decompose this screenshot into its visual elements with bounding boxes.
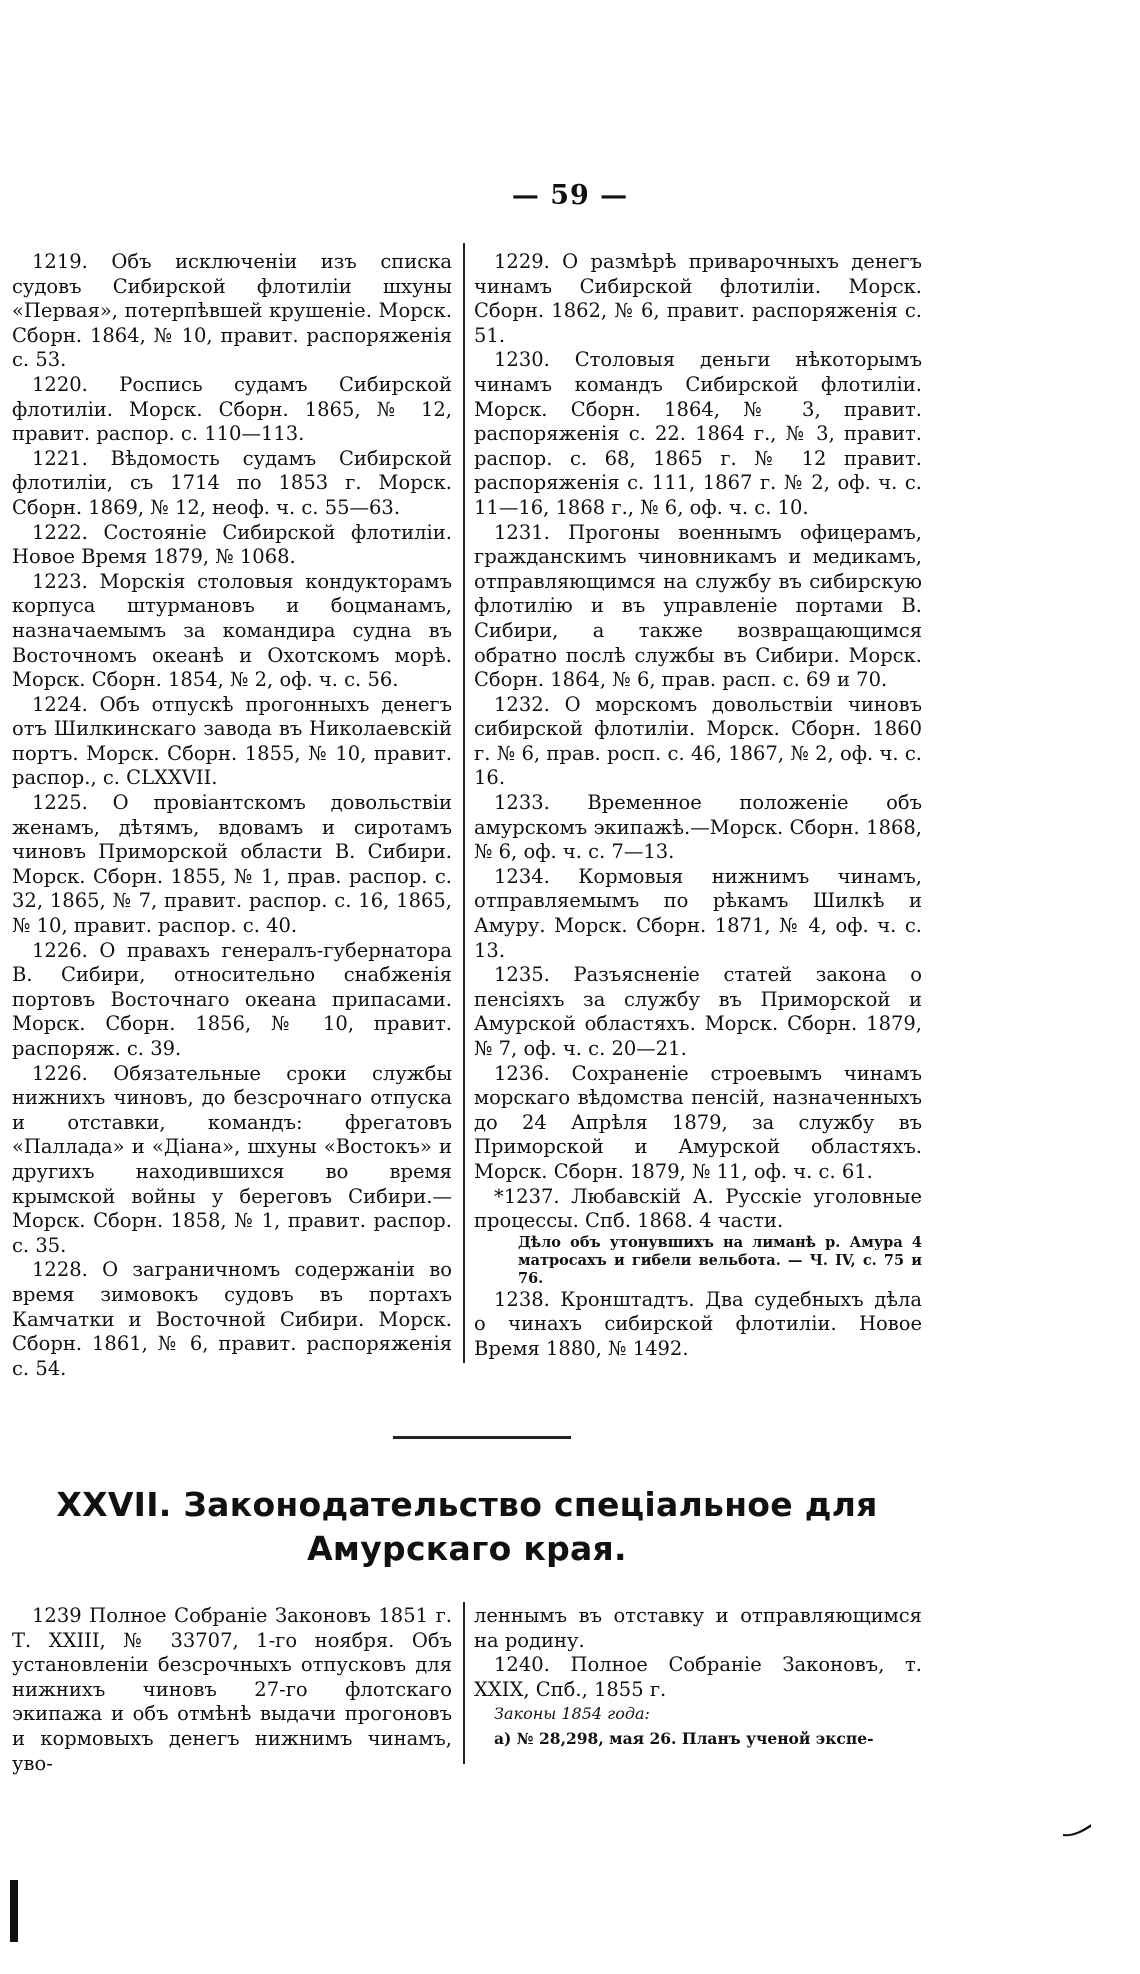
entry-1225: 1225. О провіантскомъ довольствіи женамъ, дѣтямъ, вдовамъ и сиротамъ чиновъ Приморской области В. Сибири. Морск. Сборн. 1855, № 1, прав. распор. с. 32, 1865, № 7, правит. распор. с. 16, 1865, № 10, правит. распор. с. 40. [12, 791, 452, 938]
laws-heading: Законы 1854 года: [494, 1704, 650, 1724]
entry-1239-continued: леннымъ въ отставку и отправляющимся на родину. [474, 1604, 922, 1652]
entry-1226-b: 1226. Обязательные сроки службы нижнихъ чиновъ, до безсрочнаго отпуска и отставки, командъ: фрегатовъ «Паллада» и «Діана», шхуны «Востокъ» и другихъ находившихся во время крымской войны у береговъ Сибири.—Морск. Сборн. 1858, № 1, правит. распор. с. 35. [12, 1061, 452, 1257]
entry-1235: 1235. Разъясненіе статей закона о пенсіяхъ за службу въ Приморской и Амурской областяхъ. Морск. Сборн. 1879, № 7, оф. ч. с. 20—21. [474, 963, 922, 1060]
entry-1228: 1228. О заграничномъ содержаніи во время зимовокъ судовъ въ портахъ Камчатки и Восточной Сибири. Морск. Сборн. 1861, № 6, правит. распоряженія с. 54. [12, 1258, 452, 1380]
entry-1234: 1234. Кормовыя нижнимъ чинамъ, отправляемымъ по рѣкамъ Шилкѣ и Амуру. Морск. Сборн. 1871, № 4, оф. ч. с. 13. [474, 864, 922, 962]
right-column [474, 250, 922, 1362]
entry-1231: 1231. Прогоны военнымъ офицерамъ, гражданскимъ чиновникамъ и медикамъ, отправляющимся на службу въ сибирскую флотилію и въ управленіе портами В. Сибири, а также возвращающимся обратно послѣ службы въ Сибири. Морск. Сборн. 1864, № 6, прав. расп. с. 69 и 70. [474, 520, 922, 692]
entry-1221: 1221. Вѣдомость судамъ Сибирской флотиліи, съ 1714 по 1853 г. Морск. Сборн. 1869, № 12, неоф. ч. с. 55—63. [12, 446, 452, 519]
entry-1219: 1219. Объ исключеніи изъ списка судовъ Сибирской флотиліи шхуны «Первая», потерпѣвшей крушеніе. Морск. Сборн. 1864, № 10, правит. распоряженія с. 53. [12, 250, 452, 372]
entry-1239: 1239 Полное Собраніе Законовъ 1851 г. Т. XXIII, № 33707, 1-го ноября. Объ установленіи безсрочныхъ отпусковъ для нижнихъ чиновъ 27-го флотскаго экипажа и объ отмѣнѣ выдачи прогоновъ и кормовыхъ денегъ нижнимъ чинамъ, уво- [12, 1604, 452, 1775]
entry-1236: 1236. Сохраненіе строевымъ чинамъ морскаго вѣдомства пенсій, назначенныхъ до 24 Апрѣля 1879, за службу въ Приморской и Амурской областяхъ. Морск. Сборн. 1879, № 11, оф. ч. с. 61. [474, 1061, 922, 1183]
laws-item-a: а) № 28,298, мая 26. Планъ ученой экспе- [494, 1728, 874, 1748]
entry-1224: 1224. Объ отпускѣ прогонныхъ денегъ отъ Шилкинскаго завода въ Николаевскій портъ. Морск. Сборн. 1855, № 10, правит. распор., с. CLXXVII. [12, 692, 452, 790]
entry-1237-note: Дѣло объ утонувшихъ на лиманѣ р. Амура 4 матросахъ и гибели вельбота. — Ч. IV, с. 75 и 76. [518, 1233, 922, 1287]
entry-1237: *1237. Любавскій А. Русскіе уголовные процессы. Спб. 1868. 4 части. [474, 1184, 922, 1233]
entry-1223: 1223. Морскія столовыя кондукторамъ корпуса штурмановъ и боцманамъ, назначаемымъ за командира судна въ Восточномъ океанѣ и Охотскомъ морѣ. Морск. Сборн. 1854, № 2, оф. ч. с. 56. [12, 569, 452, 692]
entry-1232: 1232. О морскомъ довольствіи чиновъ сибирской флотиліи. Морск. Сборн. 1860 г. № 6, прав. росп. с. 46, 1867, № 2, оф. ч. с. 16. [474, 692, 922, 790]
entry-1229: 1229. О размѣрѣ приварочныхъ денегъ чинамъ Сибирской флотиліи. Морск. Сборн. 1862, № 6, правит. распоряженія с. 51. [474, 250, 922, 347]
entry-1220: 1220. Роспись судамъ Сибирской флотиліи. Морск. Сборн. 1865, № 12, правит. распор. с. 110—113. [12, 372, 452, 446]
page-number: — 59 — [511, 180, 629, 211]
section-title: XXVII. Законодательство спеціальное для Амурскаго края. [56, 1485, 878, 1568]
section-left-column [12, 1604, 452, 1776]
binding-mark [10, 1880, 18, 1942]
section-separator [393, 1436, 571, 1439]
column-divider [463, 243, 465, 1363]
section-right-column [474, 1604, 922, 1752]
entry-1233: 1233. Временное положеніе объ амурскомъ экипажѣ.—Морск. Сборн. 1868, № 6, оф. ч. с. 7—13. [474, 791, 922, 864]
left-column [12, 250, 452, 1381]
entry-1238: 1238. Кронштадтъ. Два судебныхъ дѣла о чинахъ сибирской флотиліи. Новое Время 1880, № 1492. [474, 1287, 922, 1360]
ink-smudge-icon [1062, 1822, 1092, 1838]
entry-1226-a: 1226. О правахъ генералъ-губернатора В. Сибири, относительно снабженія портовъ Восточнаго океана припасами. Морск. Сборн. 1856, № 10, правит. распоряж. с. 39. [12, 938, 452, 1060]
column-divider-lower [463, 1602, 465, 1764]
entry-1222: 1222. Состояніе Сибирской флотиліи. Новое Время 1879, № 1068. [12, 520, 452, 569]
entry-1230: 1230. Столовыя деньги нѣкоторымъ чинамъ командъ Сибирской флотиліи. Морск. Сборн. 1864, № 3, правит. распоряженія с. 22. 1864 г., № 3, правит. распор. с. 68, 1865 г. № 12 правит. распоряженія с. 111, 1867 г. № 2, оф. ч. с. 11—16, 1868 г., № 6, оф. ч. с. 10. [474, 348, 922, 519]
entry-1240: 1240. Полное Собраніе Законовъ, т. XXIX, Спб., 1855 г. [474, 1653, 922, 1701]
